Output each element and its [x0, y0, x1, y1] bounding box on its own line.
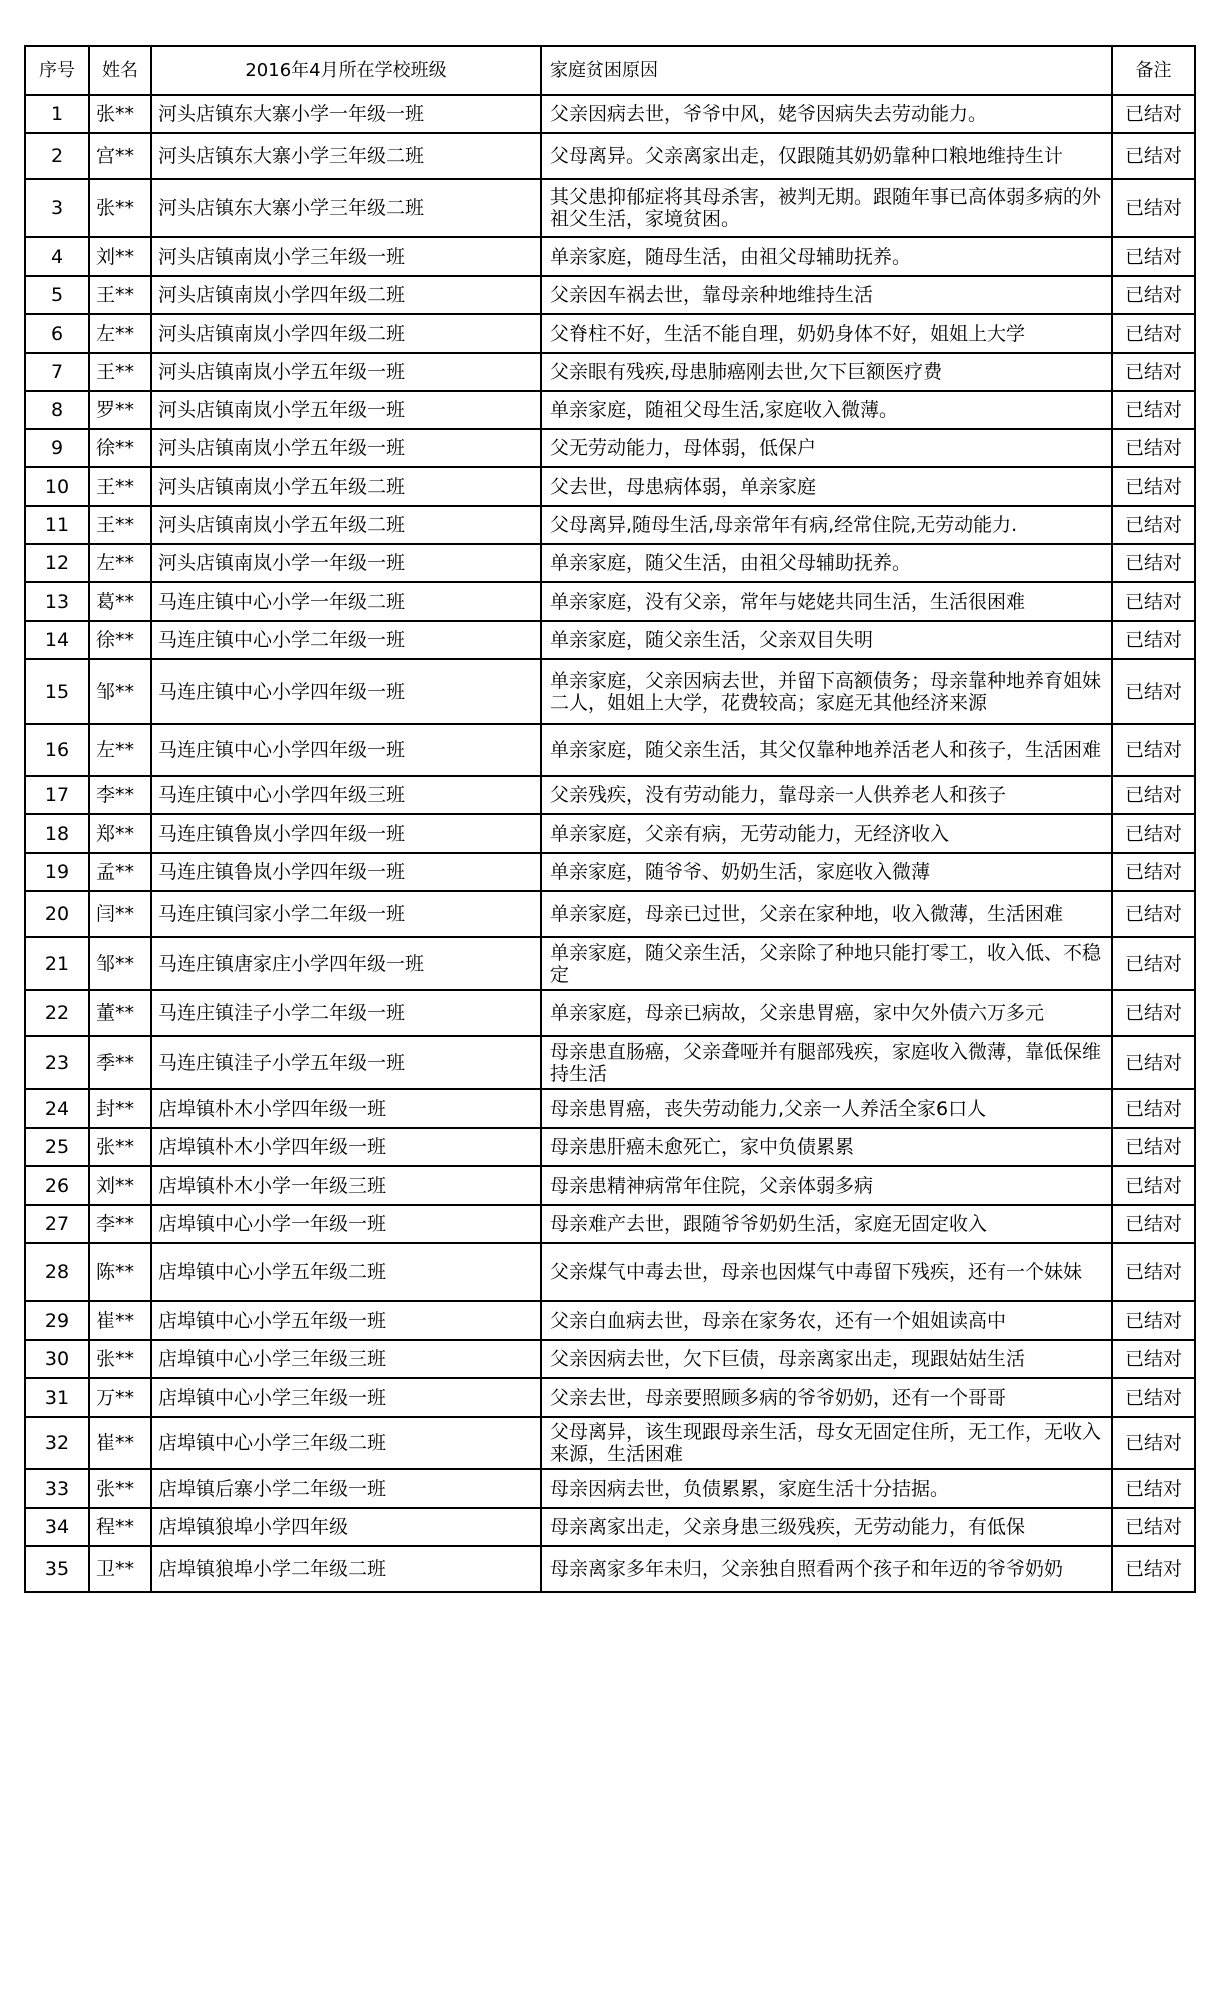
row-number: 28 [25, 1243, 89, 1301]
poverty-reason: 母亲患胃癌，丧失劳动能力,父亲一人养活全家6口人 [541, 1089, 1112, 1128]
poverty-reason: 单亲家庭，母亲已病故，父亲患胃癌，家中欠外债六万多元 [541, 990, 1112, 1036]
student-name: 李** [89, 1205, 151, 1243]
school-class: 店埠镇中心小学五年级二班 [151, 1243, 541, 1301]
note-status: 已结对 [1112, 1378, 1195, 1417]
student-name: 刘** [89, 237, 151, 276]
note-status: 已结对 [1112, 1166, 1195, 1205]
school-class: 店埠镇中心小学五年级一班 [151, 1301, 541, 1340]
table-row [25, 1546, 1195, 1592]
table-row [25, 621, 1195, 659]
poverty-reason: 其父患抑郁症将其母杀害，被判无期。跟随年事已高体弱多病的外祖父生活，家境贫困。 [541, 179, 1112, 237]
note-status: 已结对 [1112, 391, 1195, 429]
student-name: 左** [89, 724, 151, 776]
note-status: 已结对 [1112, 179, 1195, 237]
row-number: 5 [25, 276, 89, 314]
note-status: 已结对 [1112, 582, 1195, 621]
table-row [25, 429, 1195, 467]
student-name: 左** [89, 544, 151, 582]
row-number: 12 [25, 544, 89, 582]
note-status: 已结对 [1112, 1469, 1195, 1508]
row-number: 34 [25, 1508, 89, 1546]
poverty-reason: 母亲离家出走，父亲身患三级残疾，无劳动能力，有低保 [541, 1508, 1112, 1546]
student-name: 董** [89, 990, 151, 1036]
note-status: 已结对 [1112, 544, 1195, 582]
row-number: 24 [25, 1089, 89, 1128]
table-row [25, 353, 1195, 391]
table-row [25, 391, 1195, 429]
note-status: 已结对 [1112, 1508, 1195, 1546]
table-row [25, 776, 1195, 814]
note-status: 已结对 [1112, 1301, 1195, 1340]
poverty-reason: 父亲因病去世，欠下巨债，母亲离家出走，现跟姑姑生活 [541, 1340, 1112, 1378]
row-number: 30 [25, 1340, 89, 1378]
student-name: 罗** [89, 391, 151, 429]
school-class: 马连庄镇鲁岚小学四年级一班 [151, 814, 541, 853]
poverty-reason: 父亲残疾，没有劳动能力，靠母亲一人供养老人和孩子 [541, 776, 1112, 814]
note-status: 已结对 [1112, 1340, 1195, 1378]
row-number: 3 [25, 179, 89, 237]
row-number: 10 [25, 467, 89, 506]
table-row [25, 1340, 1195, 1378]
student-name: 张** [89, 179, 151, 237]
header-note: 备注 [1112, 46, 1195, 95]
note-status: 已结对 [1112, 776, 1195, 814]
school-class: 马连庄镇唐家庄小学四年级一班 [151, 937, 541, 990]
student-name: 郑** [89, 814, 151, 853]
poverty-reason: 单亲家庭，随父亲生活，父亲双目失明 [541, 621, 1112, 659]
school-class: 店埠镇朴木小学一年级三班 [151, 1166, 541, 1205]
school-class: 店埠镇中心小学三年级一班 [151, 1378, 541, 1417]
note-status: 已结对 [1112, 95, 1195, 133]
note-status: 已结对 [1112, 237, 1195, 276]
header-poverty-reason: 家庭贫困原因 [541, 46, 1112, 95]
student-name: 宫** [89, 133, 151, 179]
student-name: 王** [89, 353, 151, 391]
school-class: 店埠镇中心小学三年级三班 [151, 1340, 541, 1378]
poverty-student-table-sheet [24, 45, 1194, 1593]
poverty-reason: 单亲家庭，随父生活，由祖父母辅助抚养。 [541, 544, 1112, 582]
note-status: 已结对 [1112, 621, 1195, 659]
table-row [25, 276, 1195, 314]
school-class: 马连庄镇中心小学四年级一班 [151, 724, 541, 776]
poverty-reason: 父亲白血病去世，母亲在家务农，还有一个姐姐读高中 [541, 1301, 1112, 1340]
school-class: 马连庄镇中心小学四年级三班 [151, 776, 541, 814]
school-class: 店埠镇朴木小学四年级一班 [151, 1128, 541, 1166]
table-row [25, 1089, 1195, 1128]
row-number: 23 [25, 1036, 89, 1089]
note-status: 已结对 [1112, 133, 1195, 179]
school-class: 河头店镇南岚小学五年级一班 [151, 429, 541, 467]
row-number: 6 [25, 314, 89, 353]
school-class: 马连庄镇洼子小学五年级一班 [151, 1036, 541, 1089]
row-number: 11 [25, 506, 89, 544]
note-status: 已结对 [1112, 314, 1195, 353]
student-name: 邹** [89, 659, 151, 724]
row-number: 27 [25, 1205, 89, 1243]
table-row [25, 1166, 1195, 1205]
school-class: 河头店镇南岚小学四年级二班 [151, 314, 541, 353]
student-name: 邹** [89, 937, 151, 990]
poverty-reason: 父脊柱不好，生活不能自理，奶奶身体不好，姐姐上大学 [541, 314, 1112, 353]
note-status: 已结对 [1112, 1243, 1195, 1301]
row-number: 16 [25, 724, 89, 776]
school-class: 马连庄镇中心小学一年级二班 [151, 582, 541, 621]
table-row [25, 506, 1195, 544]
student-name: 闫** [89, 891, 151, 937]
poverty-reason: 单亲家庭，父亲有病，无劳动能力，无经济收入 [541, 814, 1112, 853]
table-row [25, 95, 1195, 133]
poverty-reason: 单亲家庭，随父亲生活，父亲除了种地只能打零工，收入低、不稳定 [541, 937, 1112, 990]
note-status: 已结对 [1112, 814, 1195, 853]
school-class: 马连庄镇洼子小学二年级一班 [151, 990, 541, 1036]
poverty-reason: 单亲家庭，没有父亲，常年与姥姥共同生活，生活很困难 [541, 582, 1112, 621]
school-class: 河头店镇东大寨小学三年级二班 [151, 179, 541, 237]
student-name: 王** [89, 276, 151, 314]
row-number: 9 [25, 429, 89, 467]
table-row [25, 1417, 1195, 1469]
row-number: 29 [25, 1301, 89, 1340]
poverty-reason: 单亲家庭，随祖父母生活,家庭收入微薄。 [541, 391, 1112, 429]
note-status: 已结对 [1112, 937, 1195, 990]
student-name: 葛** [89, 582, 151, 621]
table-row [25, 467, 1195, 506]
note-status: 已结对 [1112, 276, 1195, 314]
table-row [25, 853, 1195, 891]
table-row [25, 814, 1195, 853]
student-name: 万** [89, 1378, 151, 1417]
header-row [25, 46, 1195, 95]
school-class: 马连庄镇中心小学四年级一班 [151, 659, 541, 724]
table-row [25, 582, 1195, 621]
student-name: 张** [89, 95, 151, 133]
school-class: 马连庄镇中心小学二年级一班 [151, 621, 541, 659]
table-row [25, 1036, 1195, 1089]
student-name: 封** [89, 1089, 151, 1128]
poverty-reason: 母亲因病去世，负债累累，家庭生活十分拮据。 [541, 1469, 1112, 1508]
school-class: 店埠镇狼埠小学二年级二班 [151, 1546, 541, 1592]
table-row [25, 891, 1195, 937]
row-number: 7 [25, 353, 89, 391]
poverty-reason: 父去世，母患病体弱，单亲家庭 [541, 467, 1112, 506]
note-status: 已结对 [1112, 1089, 1195, 1128]
school-class: 河头店镇南岚小学一年级一班 [151, 544, 541, 582]
poverty-student-table [24, 45, 1196, 1593]
note-status: 已结对 [1112, 1417, 1195, 1469]
student-name: 徐** [89, 429, 151, 467]
table-row [25, 237, 1195, 276]
student-name: 刘** [89, 1166, 151, 1205]
row-number: 31 [25, 1378, 89, 1417]
note-status: 已结对 [1112, 891, 1195, 937]
table-row [25, 937, 1195, 990]
student-name: 王** [89, 506, 151, 544]
row-number: 25 [25, 1128, 89, 1166]
row-number: 15 [25, 659, 89, 724]
school-class: 店埠镇中心小学一年级一班 [151, 1205, 541, 1243]
student-name: 李** [89, 776, 151, 814]
student-name: 程** [89, 1508, 151, 1546]
header-school-class: 2016年4月所在学校班级 [151, 46, 541, 95]
row-number: 21 [25, 937, 89, 990]
student-name: 徐** [89, 621, 151, 659]
note-status: 已结对 [1112, 1036, 1195, 1089]
school-class: 河头店镇东大寨小学一年级一班 [151, 95, 541, 133]
poverty-reason: 父亲因车祸去世，靠母亲种地维持生活 [541, 276, 1112, 314]
row-number: 13 [25, 582, 89, 621]
student-name: 张** [89, 1340, 151, 1378]
header-number: 序号 [25, 46, 89, 95]
school-class: 店埠镇中心小学三年级二班 [151, 1417, 541, 1469]
poverty-reason: 父亲眼有残疾,母患肺癌刚去世,欠下巨额医疗费 [541, 353, 1112, 391]
poverty-reason: 单亲家庭，随母生活，由祖父母辅助抚养。 [541, 237, 1112, 276]
poverty-reason: 单亲家庭，随爷爷、奶奶生活，家庭收入微薄 [541, 853, 1112, 891]
header-name: 姓名 [89, 46, 151, 95]
note-status: 已结对 [1112, 506, 1195, 544]
note-status: 已结对 [1112, 1128, 1195, 1166]
note-status: 已结对 [1112, 353, 1195, 391]
poverty-reason: 母亲患精神病常年住院，父亲体弱多病 [541, 1166, 1112, 1205]
table-row [25, 1469, 1195, 1508]
table-row [25, 724, 1195, 776]
table-row [25, 1378, 1195, 1417]
table-row [25, 990, 1195, 1036]
poverty-reason: 父母离异。父亲离家出走，仅跟随其奶奶靠种口粮地维持生计 [541, 133, 1112, 179]
row-number: 8 [25, 391, 89, 429]
note-status: 已结对 [1112, 659, 1195, 724]
row-number: 35 [25, 1546, 89, 1592]
poverty-reason: 父母离异，该生现跟母亲生活，母女无固定住所，无工作，无收入来源，生活困难 [541, 1417, 1112, 1469]
row-number: 26 [25, 1166, 89, 1205]
table-row [25, 1301, 1195, 1340]
row-number: 1 [25, 95, 89, 133]
row-number: 17 [25, 776, 89, 814]
school-class: 河头店镇南岚小学五年级二班 [151, 506, 541, 544]
table-row [25, 314, 1195, 353]
poverty-reason: 母亲难产去世，跟随爷爷奶奶生活，家庭无固定收入 [541, 1205, 1112, 1243]
poverty-reason: 单亲家庭，随父亲生活，其父仅靠种地养活老人和孩子，生活困难 [541, 724, 1112, 776]
note-status: 已结对 [1112, 724, 1195, 776]
poverty-reason: 父亲煤气中毒去世，母亲也因煤气中毒留下残疾，还有一个妹妹 [541, 1243, 1112, 1301]
note-status: 已结对 [1112, 429, 1195, 467]
note-status: 已结对 [1112, 467, 1195, 506]
poverty-reason: 父无劳动能力，母体弱，低保户 [541, 429, 1112, 467]
student-name: 张** [89, 1128, 151, 1166]
school-class: 店埠镇后寨小学二年级一班 [151, 1469, 541, 1508]
row-number: 20 [25, 891, 89, 937]
table-row [25, 179, 1195, 237]
student-name: 左** [89, 314, 151, 353]
school-class: 河头店镇东大寨小学三年级二班 [151, 133, 541, 179]
school-class: 河头店镇南岚小学四年级二班 [151, 276, 541, 314]
poverty-reason: 母亲患肝癌未愈死亡，家中负债累累 [541, 1128, 1112, 1166]
school-class: 店埠镇朴木小学四年级一班 [151, 1089, 541, 1128]
row-number: 4 [25, 237, 89, 276]
table-row [25, 1508, 1195, 1546]
student-name: 崔** [89, 1301, 151, 1340]
row-number: 19 [25, 853, 89, 891]
row-number: 2 [25, 133, 89, 179]
row-number: 14 [25, 621, 89, 659]
school-class: 店埠镇狼埠小学四年级 [151, 1508, 541, 1546]
row-number: 33 [25, 1469, 89, 1508]
school-class: 河头店镇南岚小学五年级一班 [151, 353, 541, 391]
table-row [25, 133, 1195, 179]
school-class: 马连庄镇闫家小学二年级一班 [151, 891, 541, 937]
school-class: 马连庄镇鲁岚小学四年级一班 [151, 853, 541, 891]
table-row [25, 544, 1195, 582]
school-class: 河头店镇南岚小学五年级二班 [151, 467, 541, 506]
row-number: 18 [25, 814, 89, 853]
poverty-reason: 母亲患直肠癌，父亲聋哑并有腿部残疾，家庭收入微薄，靠低保维持生活 [541, 1036, 1112, 1089]
student-name: 张** [89, 1469, 151, 1508]
school-class: 河头店镇南岚小学五年级一班 [151, 391, 541, 429]
poverty-reason: 母亲离家多年未归，父亲独自照看两个孩子和年迈的爷爷奶奶 [541, 1546, 1112, 1592]
note-status: 已结对 [1112, 853, 1195, 891]
row-number: 32 [25, 1417, 89, 1469]
table-row [25, 659, 1195, 724]
poverty-reason: 单亲家庭，母亲已过世，父亲在家种地，收入微薄，生活困难 [541, 891, 1112, 937]
note-status: 已结对 [1112, 1546, 1195, 1592]
student-name: 陈** [89, 1243, 151, 1301]
school-class: 河头店镇南岚小学三年级一班 [151, 237, 541, 276]
poverty-reason: 单亲家庭，父亲因病去世，并留下高额债务；母亲靠种地养育姐妹二人，姐姐上大学，花费较高；家庭无其他经济来源 [541, 659, 1112, 724]
note-status: 已结对 [1112, 990, 1195, 1036]
poverty-reason: 父亲去世，母亲要照顾多病的爷爷奶奶，还有一个哥哥 [541, 1378, 1112, 1417]
student-name: 卫** [89, 1546, 151, 1592]
poverty-reason: 父母离异,随母生活,母亲常年有病,经常住院,无劳动能力. [541, 506, 1112, 544]
table-row [25, 1205, 1195, 1243]
student-name: 孟** [89, 853, 151, 891]
student-name: 王** [89, 467, 151, 506]
table-row [25, 1243, 1195, 1301]
note-status: 已结对 [1112, 1205, 1195, 1243]
poverty-reason: 父亲因病去世，爷爷中风，姥爷因病失去劳动能力。 [541, 95, 1112, 133]
table-row [25, 1128, 1195, 1166]
student-name: 季** [89, 1036, 151, 1089]
student-name: 崔** [89, 1417, 151, 1469]
row-number: 22 [25, 990, 89, 1036]
